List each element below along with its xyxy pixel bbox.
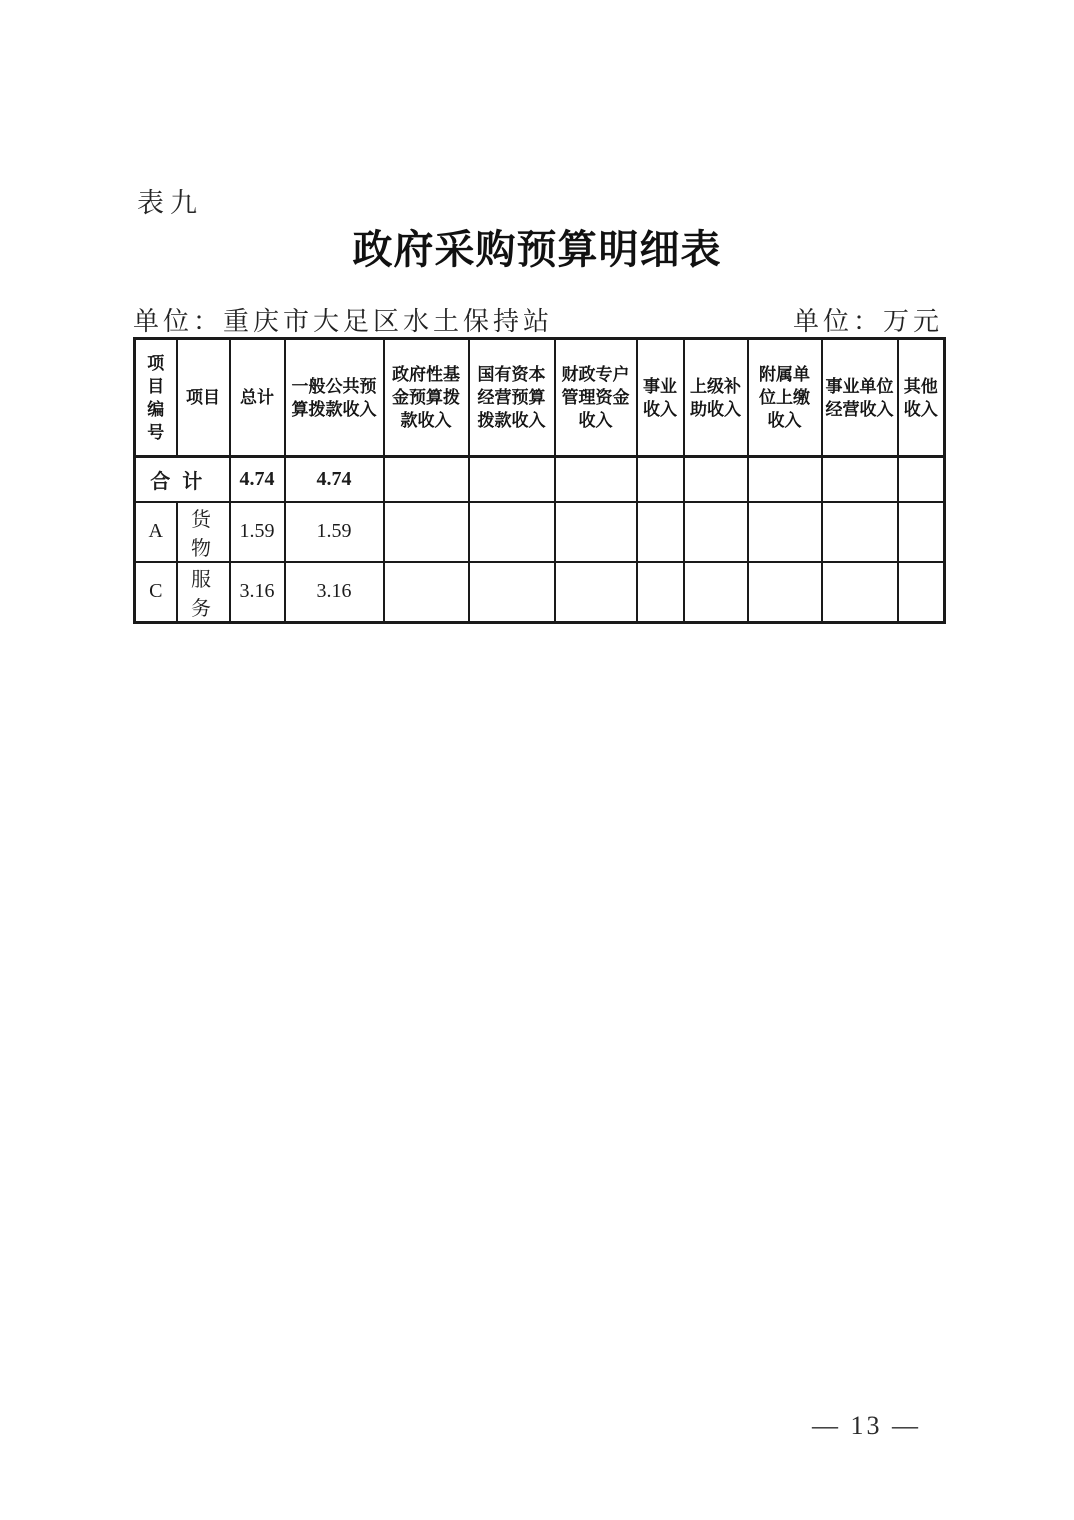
- empty-cell: [384, 502, 469, 562]
- empty-cell: [684, 502, 748, 562]
- table-row-services: [135, 562, 945, 623]
- empty-cell: [684, 562, 748, 623]
- header-row: [135, 339, 945, 457]
- col-header-general-public-budget: 一般公共预算拨款收入: [285, 339, 384, 457]
- total-general-budget-cell: 4.74: [285, 457, 384, 502]
- row-item-cell: 货物: [177, 502, 230, 562]
- empty-cell: [637, 457, 684, 502]
- col-header-superior-subsidy: 上级补助收入: [684, 339, 748, 457]
- col-header-total: 总计: [230, 339, 285, 457]
- empty-cell: [898, 502, 945, 562]
- col-header-project-code: 项目编号: [135, 339, 177, 457]
- row-code-cell: C: [135, 562, 177, 623]
- empty-cell: [555, 502, 637, 562]
- col-header-business-income: 事业收入: [637, 339, 684, 457]
- procurement-budget-table: [133, 337, 946, 624]
- empty-cell: [469, 562, 555, 623]
- col-header-government-fund: 政府性基金预算拨款收入: [384, 339, 469, 457]
- empty-cell: [555, 457, 637, 502]
- total-sum-cell: 4.74: [230, 457, 285, 502]
- col-header-affiliated-unit: 附属单位上缴收入: [748, 339, 822, 457]
- empty-cell: [822, 562, 898, 623]
- col-header-fiscal-special-account: 财政专户管理资金收入: [555, 339, 637, 457]
- col-header-institution-operating: 事业单位经营收入: [822, 339, 898, 457]
- page-title: 政府采购预算明细表: [352, 227, 722, 272]
- col-header-project: 项目: [177, 339, 230, 457]
- empty-cell: [384, 562, 469, 623]
- empty-cell: [637, 502, 684, 562]
- empty-cell: [898, 562, 945, 623]
- row-item-cell: 服务: [177, 562, 230, 623]
- col-header-state-capital: 国有资本经营预算拨款收入: [469, 339, 555, 457]
- row-code-cell: A: [135, 502, 177, 562]
- empty-cell: [637, 562, 684, 623]
- page-number: — 13 —: [812, 1411, 921, 1440]
- empty-cell: [469, 502, 555, 562]
- empty-cell: [555, 562, 637, 623]
- empty-cell: [898, 457, 945, 502]
- row-general-budget-cell: 3.16: [285, 562, 384, 623]
- table-row-total: [135, 457, 945, 502]
- unit-currency-label: 单位：万元: [792, 307, 943, 336]
- row-total-cell: 3.16: [230, 562, 285, 623]
- table-row-goods: [135, 502, 945, 562]
- col-header-other-income: 其他收入: [898, 339, 945, 457]
- empty-cell: [469, 457, 555, 502]
- empty-cell: [822, 457, 898, 502]
- empty-cell: [384, 457, 469, 502]
- empty-cell: [822, 502, 898, 562]
- empty-cell: [684, 457, 748, 502]
- empty-cell: [748, 502, 822, 562]
- row-general-budget-cell: 1.59: [285, 502, 384, 562]
- row-total-cell: 1.59: [230, 502, 285, 562]
- total-label-cell: 合计: [135, 457, 230, 502]
- empty-cell: [748, 562, 822, 623]
- unit-name-label: 单位：重庆市大足区水土保持站: [133, 307, 554, 336]
- unit-row: [133, 301, 943, 338]
- empty-cell: [748, 457, 822, 502]
- table-label: 表九: [137, 188, 203, 218]
